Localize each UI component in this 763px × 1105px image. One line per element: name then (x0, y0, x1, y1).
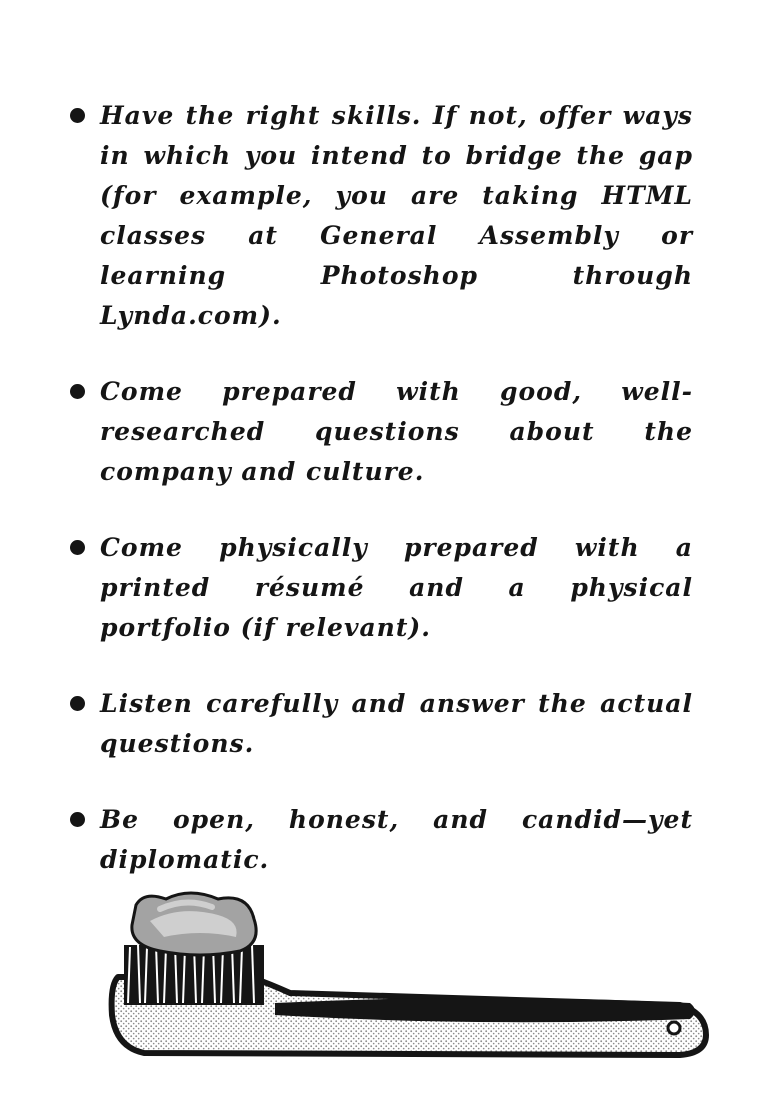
bullet-dot-icon (70, 540, 85, 555)
bullet-dot-icon (70, 108, 85, 123)
list-item-text: Come prepared with good, well-researched questions about the company and culture. (100, 377, 693, 486)
list-item-text: Listen carefully and answer the actual questions. (100, 689, 693, 758)
list-item-text: Have the right skills. If not, offer ways in which you intend to bridge the gap (for example, you are taking HTML classes at General Assembly or learning Photoshop through Lynda.com). (100, 101, 693, 330)
list-item-text: Come physically prepared with a printed résumé and a physical portfolio (if relevant). (100, 533, 693, 642)
list-item-text: Be open, honest, and candid—yet diplomatic. (100, 805, 693, 874)
list-item (68, 372, 693, 492)
bullet-dot-icon (70, 812, 85, 827)
list-item (68, 684, 693, 764)
toothbrush-hole (668, 1022, 680, 1034)
toothbrush-icon (100, 885, 715, 1070)
bullet-dot-icon (70, 696, 85, 711)
list-item (68, 528, 693, 648)
list-item (68, 96, 693, 336)
bullet-dot-icon (70, 384, 85, 399)
list-item (68, 800, 693, 880)
tips-bullet-list (68, 96, 693, 916)
